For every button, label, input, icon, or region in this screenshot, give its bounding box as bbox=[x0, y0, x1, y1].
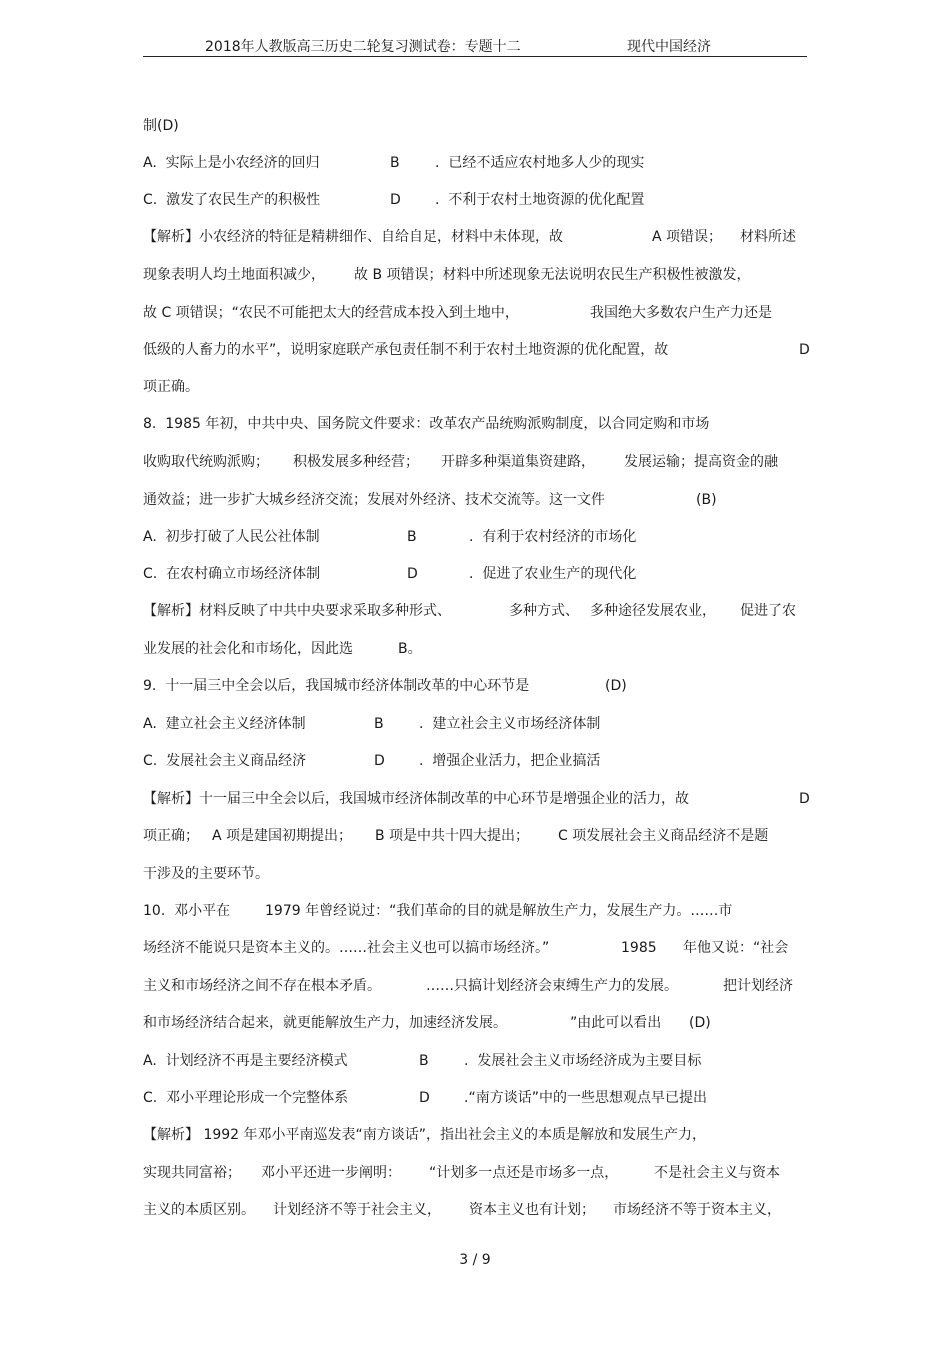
text-segment: ……只搞计划经济会束缚生产力的发展。 bbox=[426, 978, 678, 994]
text-segment: A. 初步打破了人民公社体制 bbox=[143, 529, 320, 545]
text-segment: . 已经不适应农村地多人少的现实 bbox=[435, 155, 645, 171]
text-segment: A. 计划经济不再是主要经济模式 bbox=[143, 1053, 348, 1069]
text-segment: 市场经济不等于资本主义， bbox=[613, 1202, 781, 1218]
text-segment: (D) bbox=[689, 1015, 711, 1031]
text-segment: 收购取代统购派购； bbox=[143, 454, 269, 470]
text-line bbox=[143, 677, 823, 695]
text-segment: .“南方谈话”中的一些思想观点早已提出 bbox=[464, 1090, 707, 1106]
text-segment: . 发展社会主义市场经济成为主要目标 bbox=[464, 1053, 702, 1069]
header-title: 2018年人教版高三历史二轮复习测试卷：专题十二 bbox=[205, 39, 521, 55]
text-line bbox=[143, 1052, 823, 1070]
text-segment: 【解析】材料反映了中共中央要求采取多种形式、 bbox=[143, 603, 451, 619]
text-segment: C. 激发了农民生产的积极性 bbox=[143, 192, 321, 208]
text-segment: 干涉及的主要环节。 bbox=[143, 866, 269, 882]
text-line bbox=[143, 491, 823, 509]
text-segment: B 项是中共十四大提出； bbox=[375, 828, 530, 844]
page-number: 3 / 9 bbox=[459, 1252, 491, 1268]
text-segment: D bbox=[419, 1090, 430, 1106]
text-segment: 不是社会主义与资本 bbox=[654, 1165, 780, 1181]
text-segment: 项正确； bbox=[143, 828, 199, 844]
text-segment: 9. 十一届三中全会以后，我国城市经济体制改革的中心环节是 bbox=[143, 678, 530, 694]
text-segment: 计划经济不等于社会主义， bbox=[273, 1202, 441, 1218]
text-line bbox=[143, 266, 823, 284]
text-segment: 【解析】 1992 年邓小平南巡发表“南方谈话”，指出社会主义的本质是解放和发展生产力， bbox=[143, 1127, 707, 1143]
text-segment: C. 发展社会主义商品经济 bbox=[143, 753, 307, 769]
text-segment: 积极发展多种经营； bbox=[293, 454, 419, 470]
text-segment: 和市场经济结合起来，就更能解放生产力，加速经济发展。 bbox=[143, 1015, 507, 1031]
text-line bbox=[143, 378, 823, 396]
text-line bbox=[143, 154, 823, 172]
text-segment: 业发展的社会化和市场化，因此选 bbox=[143, 641, 353, 657]
text-segment: B bbox=[374, 716, 384, 732]
text-line bbox=[143, 1014, 823, 1032]
text-line bbox=[143, 117, 823, 135]
text-segment: 资本主义也有计划； bbox=[469, 1202, 595, 1218]
text-segment: 场经济不能说只是资本主义的。……社会主义也可以搞市场经济。” bbox=[143, 940, 550, 956]
text-segment: . 不利于农村土地资源的优化配置 bbox=[435, 192, 645, 208]
text-line bbox=[143, 528, 823, 546]
text-segment: D bbox=[799, 342, 810, 358]
text-line bbox=[143, 341, 823, 359]
text-segment: 多种途径发展农业， bbox=[590, 603, 716, 619]
text-segment: 【解析】小农经济的特征是精耕细作、自给自足，材料中未体现，故 bbox=[143, 229, 563, 245]
text-line bbox=[143, 715, 823, 733]
text-line bbox=[143, 939, 823, 957]
text-segment: B。 bbox=[398, 641, 422, 657]
text-segment: A. 实际上是小农经济的回归 bbox=[143, 155, 320, 171]
text-segment: 现象表明人均土地面积减少， bbox=[143, 267, 325, 283]
text-segment: 10. 邓小平在 bbox=[143, 903, 231, 919]
text-segment: D bbox=[407, 566, 418, 582]
text-segment: D bbox=[374, 753, 385, 769]
text-segment: A. 建立社会主义经济体制 bbox=[143, 716, 306, 732]
text-line bbox=[143, 602, 823, 620]
text-segment: 开辟多种渠道集资建路， bbox=[441, 454, 595, 470]
header-topic: 现代中国经济 bbox=[627, 39, 711, 55]
text-segment: 把计划经济 bbox=[723, 978, 793, 994]
text-segment: 低级的人畜力的水平”，说明家庭联产承包责任制不利于农村土地资源的优化配置，故 bbox=[143, 342, 669, 358]
text-segment: 通效益；进一步扩大城乡经济交流；发展对外经济、技术交流等。这一文件 bbox=[143, 492, 605, 508]
text-line bbox=[143, 1089, 823, 1107]
text-segment: “计划多一点还是市场多一点， bbox=[429, 1165, 619, 1181]
text-segment: 促进了农 bbox=[740, 603, 796, 619]
text-segment: A 项是建国初期提出； bbox=[212, 828, 353, 844]
text-segment: 发展运输；提高资金的融 bbox=[624, 454, 778, 470]
text-segment: 制(D) bbox=[143, 118, 179, 134]
text-line bbox=[143, 865, 823, 883]
text-segment: . 有利于农村经济的市场化 bbox=[469, 529, 637, 545]
text-segment: 主义的本质区别。 bbox=[143, 1202, 255, 1218]
text-segment: C 项发展社会主义商品经济不是题 bbox=[558, 828, 769, 844]
text-segment: 故 C 项错误；“农民不可能把太大的经营成本投入到土地中， bbox=[143, 305, 519, 321]
text-segment: 项正确。 bbox=[143, 379, 199, 395]
text-segment: . 增强企业活力，把企业搞活 bbox=[419, 753, 601, 769]
text-segment: B bbox=[419, 1053, 429, 1069]
text-line bbox=[143, 1201, 823, 1219]
text-line bbox=[143, 453, 823, 471]
text-line bbox=[143, 191, 823, 209]
text-segment: A 项错误； bbox=[652, 229, 723, 245]
text-segment: 材料所述 bbox=[740, 229, 796, 245]
text-segment: 邓小平还进一步阐明： bbox=[261, 1165, 401, 1181]
text-segment: 1979 年曾经说过：“我们革命的目的就是解放生产力，发展生产力。……市 bbox=[265, 903, 733, 919]
text-segment: C. 邓小平理论形成一个完整体系 bbox=[143, 1090, 349, 1106]
text-segment: 故 B 项错误；材料中所述现象无法说明农民生产积极性被激发， bbox=[354, 267, 751, 283]
text-segment: 【解析】十一届三中全会以后，我国城市经济体制改革的中心环节是增强企业的活力，故 bbox=[143, 791, 689, 807]
text-segment: 8. 1985 年初，中共中央、国务院文件要求：改革农产品统购派购制度，以合同定购和市场 bbox=[143, 416, 710, 432]
text-line bbox=[143, 790, 823, 808]
text-segment: 实现共同富裕； bbox=[143, 1165, 241, 1181]
text-line bbox=[143, 1126, 823, 1144]
text-line bbox=[143, 304, 823, 322]
text-line bbox=[143, 1164, 823, 1182]
text-segment: B bbox=[407, 529, 417, 545]
text-line bbox=[143, 415, 823, 433]
text-line bbox=[143, 228, 823, 246]
text-segment: (B) bbox=[696, 492, 717, 508]
text-line bbox=[143, 827, 823, 845]
text-segment: C. 在农村确立市场经济体制 bbox=[143, 566, 321, 582]
text-segment: . 建立社会主义市场经济体制 bbox=[419, 716, 601, 732]
text-segment: 年他又说：“社会 bbox=[683, 940, 789, 956]
text-segment: 多种方式、 bbox=[509, 603, 579, 619]
text-line bbox=[143, 565, 823, 583]
text-segment: B bbox=[390, 155, 400, 171]
text-line bbox=[143, 752, 823, 770]
text-segment: 我国绝大多数农户生产力还是 bbox=[590, 305, 772, 321]
text-line bbox=[143, 977, 823, 995]
text-line bbox=[143, 640, 823, 658]
text-segment: (D) bbox=[605, 678, 627, 694]
text-segment: ”由此可以看出 bbox=[570, 1015, 662, 1031]
page-header bbox=[143, 36, 807, 57]
text-line bbox=[143, 902, 823, 920]
text-segment: D bbox=[799, 791, 810, 807]
text-segment: . 促进了农业生产的现代化 bbox=[469, 566, 637, 582]
text-segment: 主义和市场经济之间不存在根本矛盾。 bbox=[143, 978, 381, 994]
text-segment: 1985 bbox=[621, 940, 657, 956]
text-segment: D bbox=[390, 192, 401, 208]
